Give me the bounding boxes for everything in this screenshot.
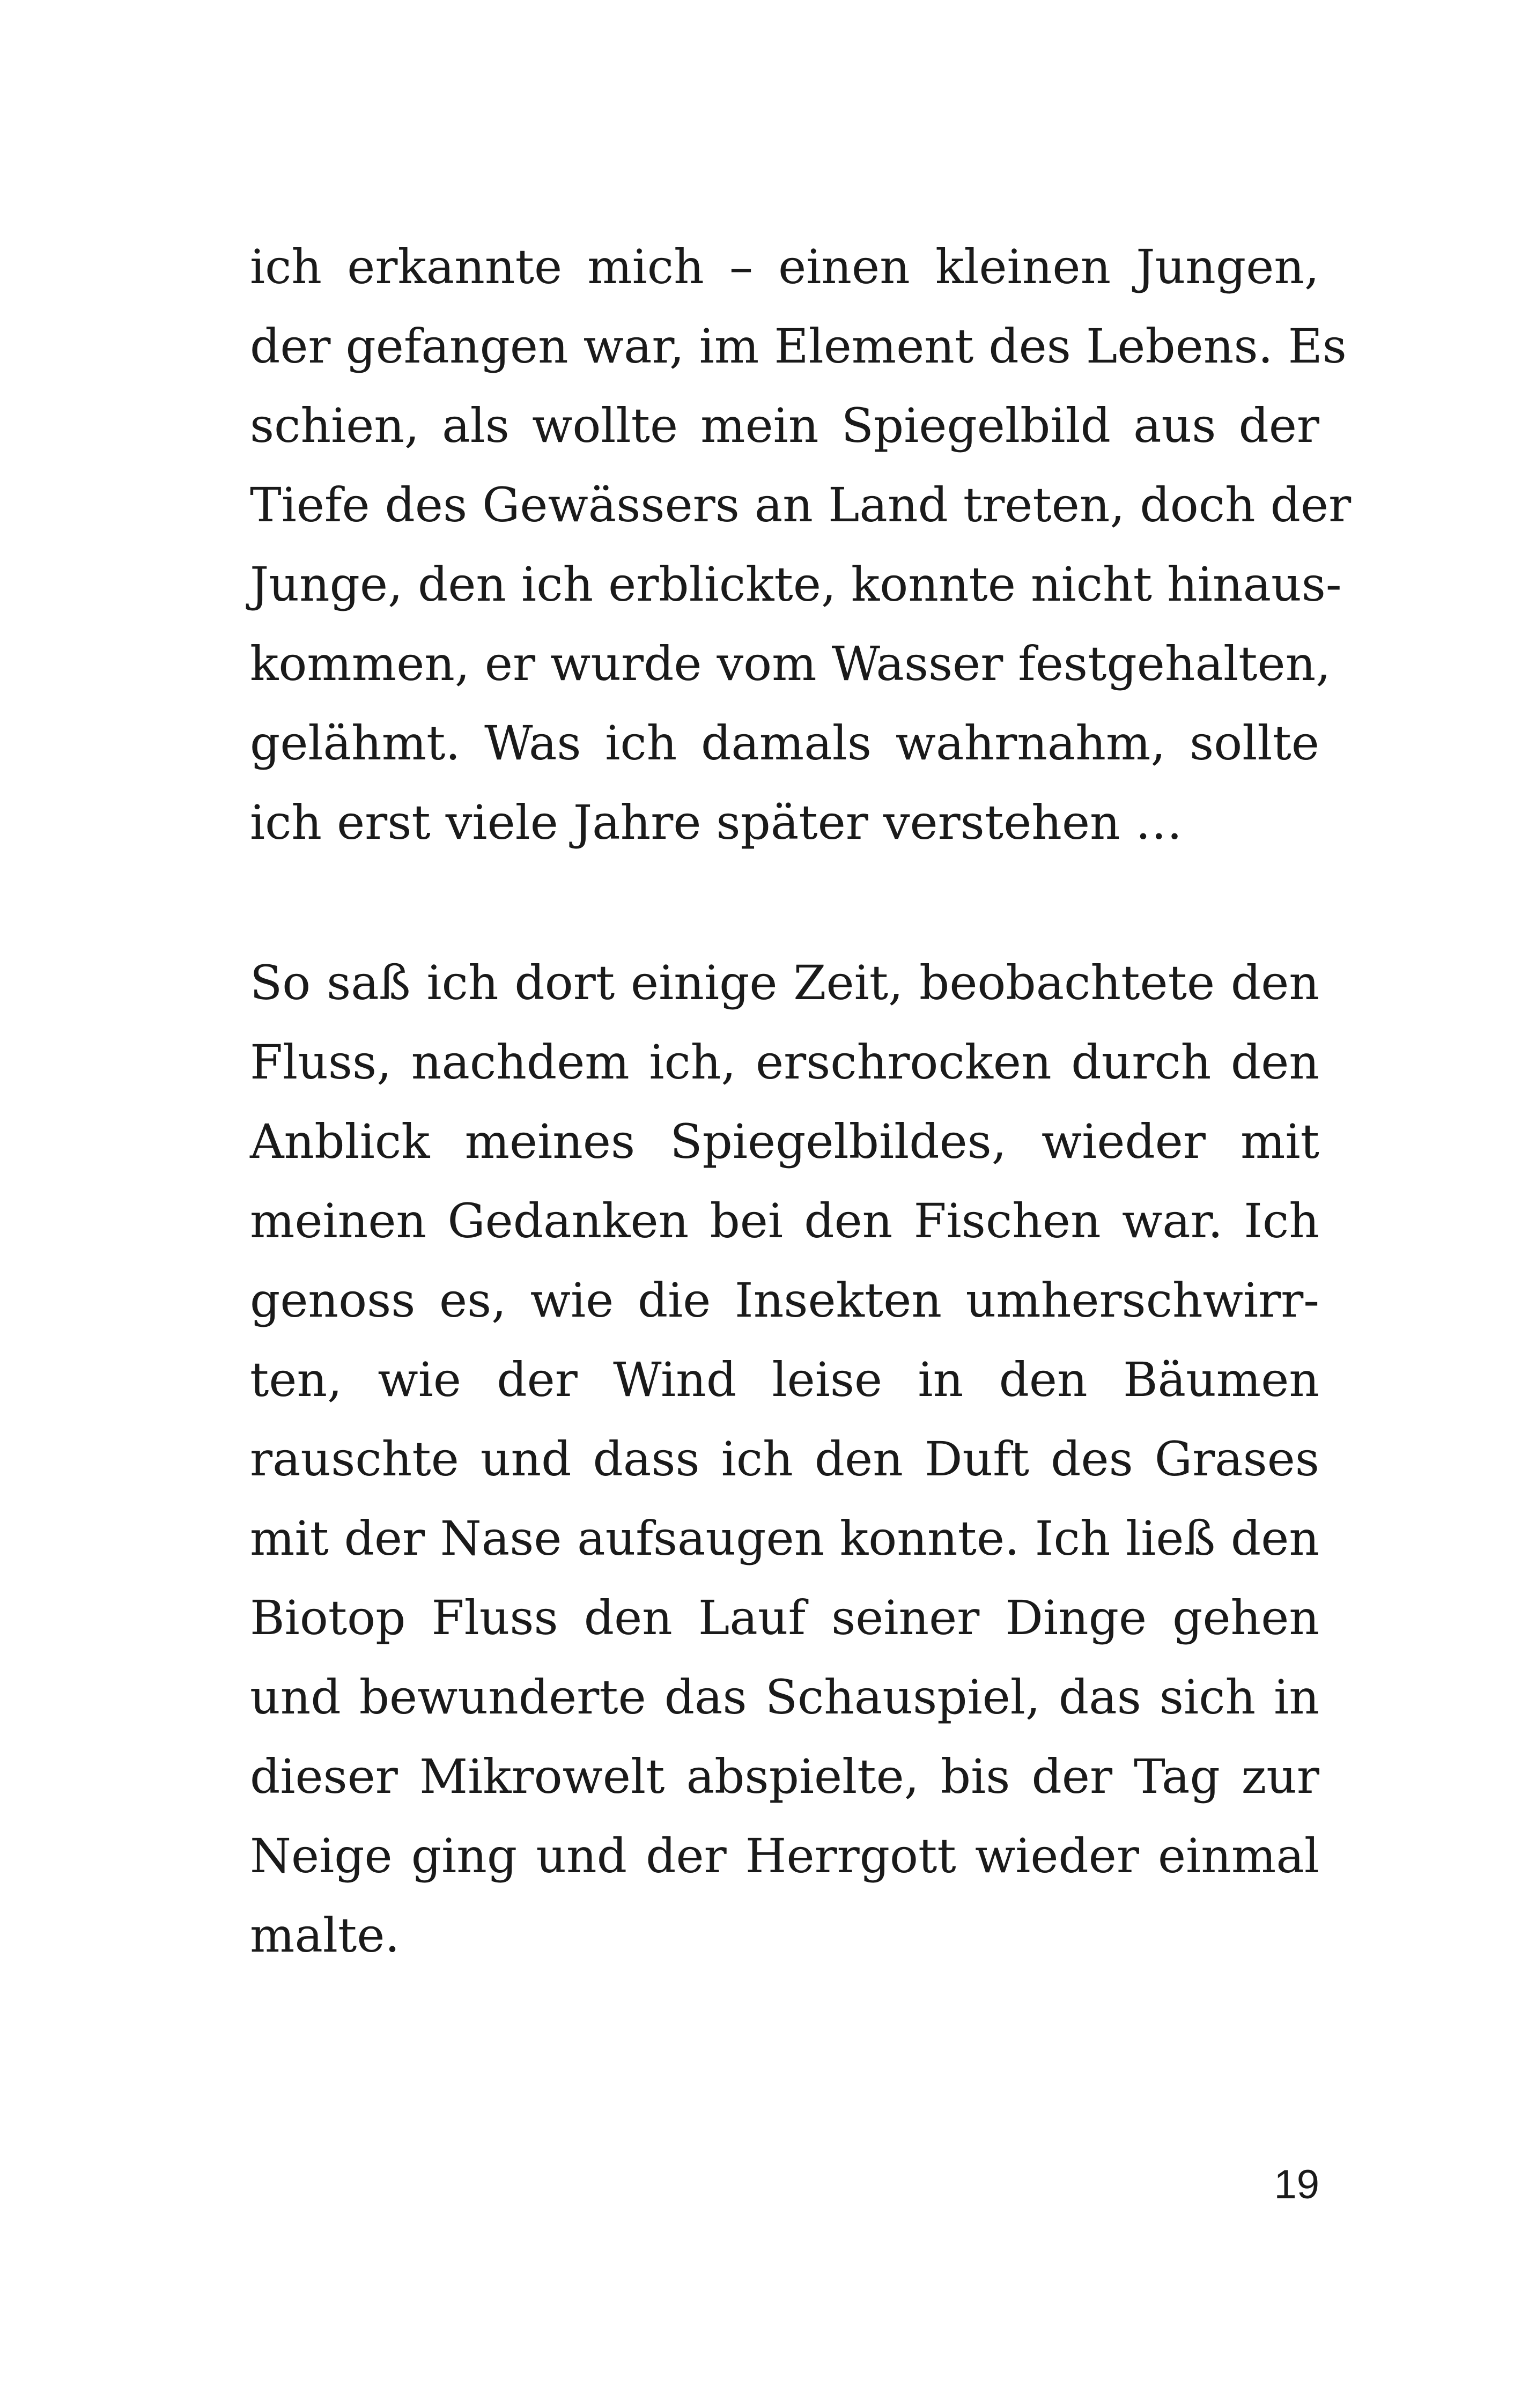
text-line: malte. (250, 1908, 400, 1963)
text-line: Junge, den ich erblickte, konnte nicht hinaus- (250, 557, 1342, 612)
text-line: Biotop Fluss den Lauf seiner Dinge gehen (250, 1590, 1319, 1645)
text-line: Fluss, nachdem ich, erschrocken durch den (250, 1035, 1319, 1090)
text-line: dieser Mikrowelt abspielte, bis der Tag zur (250, 1749, 1319, 1804)
text-line: und bewunderte das Schauspiel, das sich in (250, 1670, 1319, 1725)
text-line: ten, wie der Wind leise in den Bäumen (250, 1352, 1319, 1407)
text-line: So saß ich dort einige Zeit, beobachtete den (250, 955, 1319, 1010)
text-line: gelähmt. Was ich damals wahrnahm, sollte (250, 715, 1319, 771)
text-line: mit der Nase aufsaugen konnte. Ich ließ den (250, 1511, 1319, 1566)
paragraph-2 (250, 943, 1319, 1975)
text-line: genoss es, wie die Insekten umherschwirr- (250, 1273, 1319, 1328)
text-line: ich erst viele Jahre später verstehen … (250, 795, 1183, 850)
text-line: rauschte und dass ich den Duft des Grases (250, 1431, 1319, 1487)
text-line: kommen, er wurde vom Wasser festgehalten, (250, 636, 1331, 691)
paragraph-1 (250, 227, 1352, 862)
text-line: meinen Gedanken bei den Fischen war. Ich (250, 1193, 1319, 1249)
text-line: Anblick meines Spiegelbildes, wieder mit (250, 1114, 1319, 1169)
text-line: der gefangen war, im Element des Lebens. Es (250, 319, 1347, 374)
text-line: Neige ging und der Herrgott wieder einmal (250, 1828, 1319, 1883)
text-line: ich erkannte mich – einen kleinen Jungen, (250, 239, 1319, 294)
text-line: Tiefe des Gewässers an Land treten, doch der (250, 477, 1352, 533)
text-line: schien, als wollte mein Spiegelbild aus der (250, 398, 1319, 453)
page-number: 19 (1274, 2162, 1319, 2207)
